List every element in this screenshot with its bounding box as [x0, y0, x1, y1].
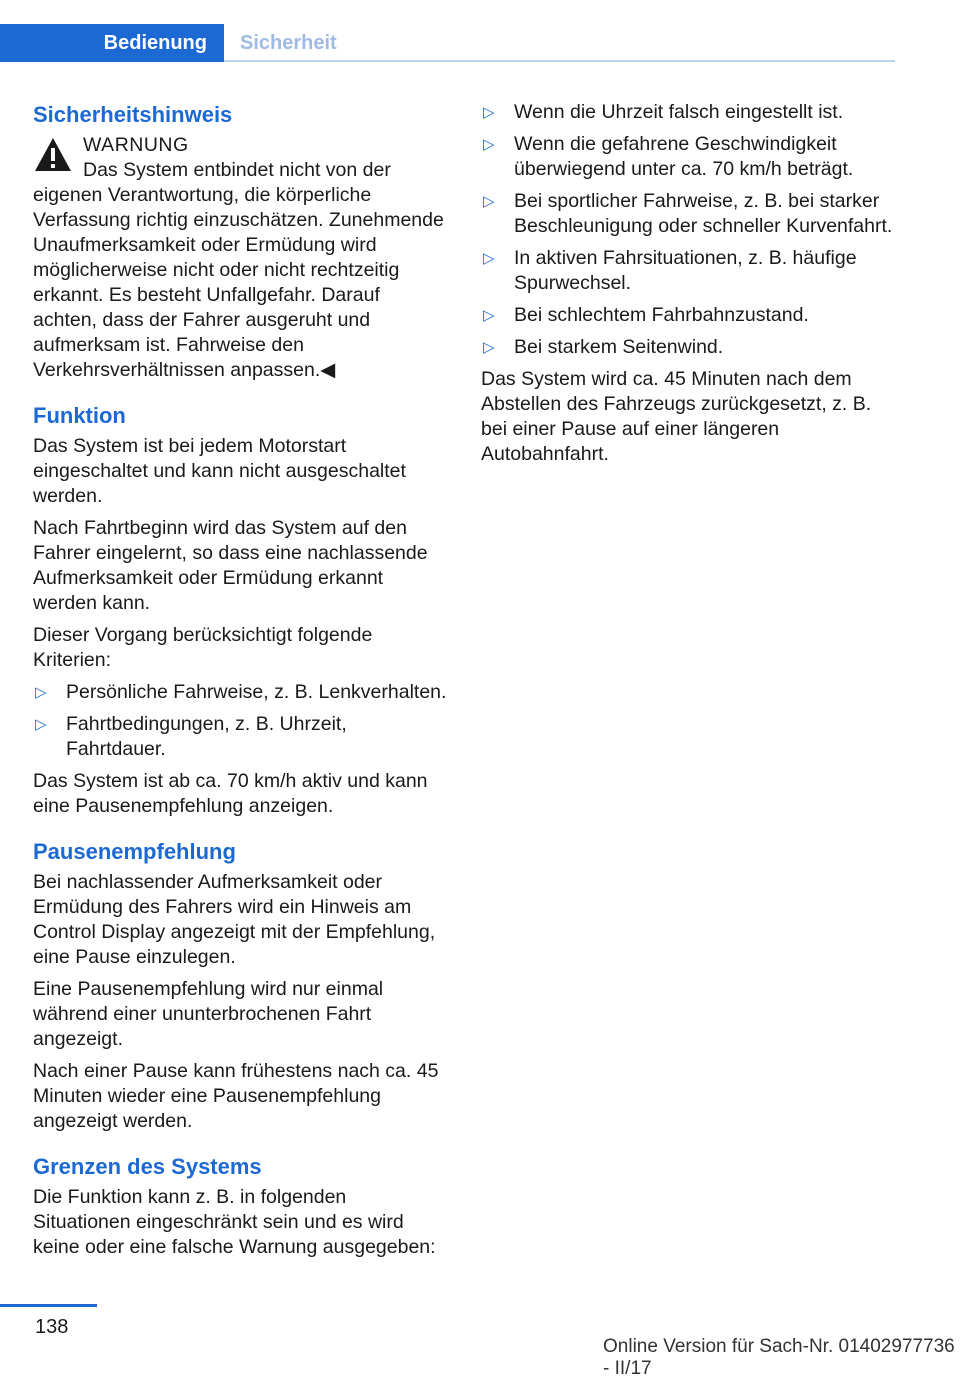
page-number: 138 — [35, 1316, 69, 1338]
warning-triangle-icon — [33, 135, 73, 175]
list-item-text: In aktiven Fahrsituationen, z. B. häufige Spurwechsel. — [514, 247, 857, 294]
list-item — [481, 246, 901, 296]
heading-pausenempfehlung: Pausenempfehlung — [33, 839, 236, 864]
triangle-bullet-icon: ▷ — [483, 193, 495, 210]
situationen-list — [481, 100, 901, 360]
grenzen-paragraph-1: Die Funktion kann z. B. in folgenden Situationen eingeschränkt sein und es wird keine oder eine falsche Warnung ausgegeben: — [33, 1186, 436, 1258]
list-item-text: Bei schlechtem Fahrbahnzustand. — [514, 304, 809, 326]
tab-sicherheit[interactable] — [240, 24, 337, 62]
funktion-paragraph-2: Nach Fahrtbeginn wird das System auf den Fahrer eingelernt, so dass eine nachlassende Aufmerksamkeit oder Ermüdung erkannt werden kann. — [33, 517, 428, 614]
list-item-text: Bei sportlicher Fahrweise, z. B. bei starker Beschleunigung oder schneller Kurvenfahrt. — [514, 190, 893, 237]
heading-grenzen: Grenzen des Systems — [33, 1154, 262, 1179]
footer-rule — [0, 1304, 97, 1307]
tab-bedienung[interactable] — [0, 24, 224, 62]
tab-sicherheit-label: Sicherheit — [240, 32, 337, 54]
online-version-note: Online Version für Sach-Nr. 01402977736 - II/17 — [603, 1336, 955, 1379]
list-item — [481, 100, 901, 125]
reset-paragraph: Das System wird ca. 45 Minuten nach dem Abstellen des Fahrzeugs zurückgesetzt, z. B. bei einer Pause auf einer längeren Autobahnfahrt. — [481, 368, 872, 465]
warning-text: Das System entbindet nicht von der eigenen Verantwortung, die körperliche Verfassung richtig einzuschätzen. Zunehmende Unaufmerksamkeit oder Ermüdung wird möglicherweise nicht oder nicht rechtzeitig erkannt. Es besteht Unfallgefahr. Darauf achten, dass der Fahrer ausgeruht und aufmerksam ist. Fahrweise den Verkehrsverhältnissen anpassen.◀ — [33, 159, 444, 381]
triangle-bullet-icon: ▷ — [483, 307, 495, 324]
funktion-paragraph-3: Dieser Vorgang berücksichtigt folgende Kriterien: — [33, 624, 373, 671]
pause-paragraph-1: Bei nachlassender Aufmerksamkeit oder Ermüdung des Fahrers wird ein Hinweis am Control Display angezeigt mit der Empfehlung, eine Pause einzulegen. — [33, 871, 436, 968]
list-item — [481, 189, 901, 239]
list-item-text: Fahrtbedingungen, z. B. Uhrzeit, Fahrtdauer. — [66, 713, 347, 760]
funktion-paragraph-1: Das System ist bei jedem Motorstart eingeschaltet und kann nicht ausgeschaltet werden. — [33, 435, 406, 507]
list-item — [33, 680, 447, 705]
list-item-text: Wenn die Uhrzeit falsch eingestellt ist. — [514, 101, 844, 123]
warning-box — [33, 133, 447, 383]
triangle-bullet-icon: ▷ — [483, 250, 495, 267]
triangle-bullet-icon: ▷ — [483, 104, 495, 121]
heading-funktion: Funktion — [33, 403, 126, 428]
funktion-paragraph-4: Das System ist ab ca. 70 km/h aktiv und kann eine Pausenempfehlung anzeigen. — [33, 770, 428, 817]
warning-title: WARNUNG — [83, 134, 189, 156]
list-item-text: Wenn die gefahrene Geschwindigkeit überwiegend unter ca. 70 km/h beträgt. — [514, 133, 854, 180]
list-item-text: Bei starkem Seitenwind. — [514, 336, 724, 358]
left-column — [33, 100, 447, 1267]
list-item — [481, 303, 901, 328]
list-item — [33, 712, 447, 762]
header-rule — [224, 60, 895, 62]
kriterien-list — [33, 680, 447, 762]
right-column — [481, 100, 901, 474]
header-tabs — [0, 24, 895, 62]
list-item-text: Persönliche Fahrweise, z. B. Lenkverhalten. — [66, 681, 447, 703]
triangle-bullet-icon: ▷ — [35, 716, 47, 733]
triangle-bullet-icon: ▷ — [483, 339, 495, 356]
tab-bedienung-label: Bedienung — [103, 31, 207, 54]
heading-sicherheitshinweis: Sicherheitshinweis — [33, 102, 233, 127]
list-item — [481, 335, 901, 360]
triangle-bullet-icon: ▷ — [35, 684, 47, 701]
triangle-bullet-icon: ▷ — [483, 136, 495, 153]
pause-paragraph-2: Eine Pausenempfehlung wird nur einmal während einer ununterbrochenen Fahrt angezeigt. — [33, 978, 384, 1050]
pause-paragraph-3: Nach einer Pause kann frühestens nach ca. 45 Minuten wieder eine Pausenempfehlung angezeigt werden. — [33, 1060, 439, 1132]
list-item — [481, 132, 901, 182]
